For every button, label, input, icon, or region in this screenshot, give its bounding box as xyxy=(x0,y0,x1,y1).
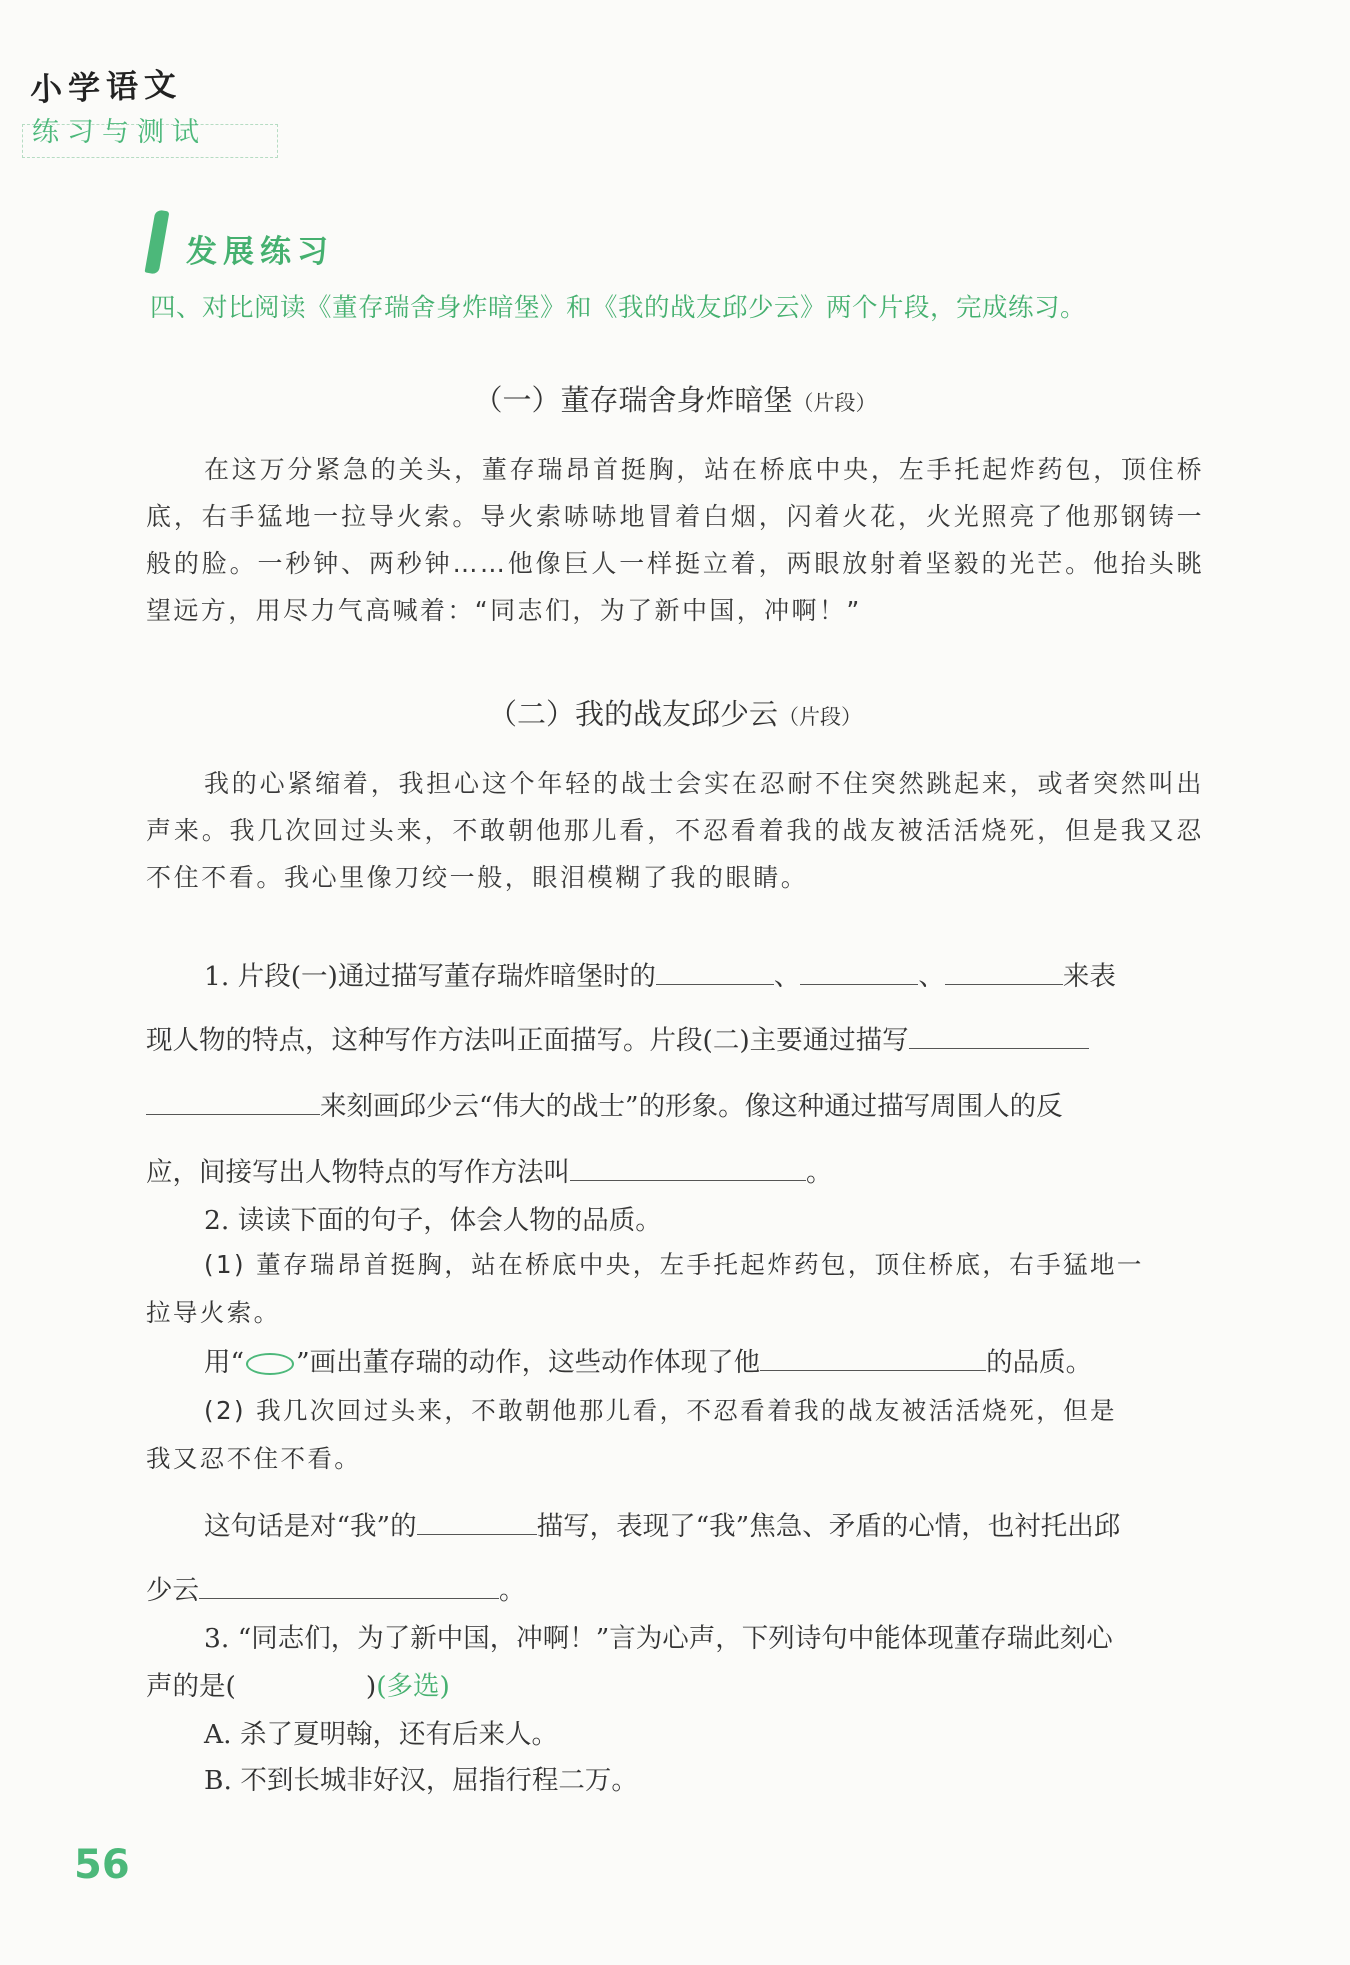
pen-icon xyxy=(145,209,170,274)
q2-task2-c: 少云 xyxy=(146,1575,199,1606)
q2-title: 2. 读读下面的句子，体会人物的品质。 xyxy=(204,1205,662,1236)
oval-mark-icon xyxy=(246,1353,294,1375)
q2-sentence2-line2: 我又忍不住不看。 xyxy=(146,1444,362,1473)
q2-blank-2[interactable] xyxy=(417,1508,537,1535)
q2-sentence1-line1: (1) 董存瑞昂首挺胸，站在桥底中央，左手托起炸药包，顶住桥底，右手猛地一 xyxy=(204,1250,1144,1279)
passage2-heading xyxy=(0,692,1350,733)
q1-text-line4: 应，间接写出人物特点的写作方法叫 xyxy=(146,1157,570,1188)
q1-blank-4b[interactable] xyxy=(146,1088,320,1115)
q1-line1 xyxy=(204,954,1116,993)
passage1-text: 在这万分紧急的关头，董存瑞昂首挺胸，站在桥底中央，左手托起炸药包，顶住桥底，右手猛地一拉导火索。导火索哧哧地冒着白烟，闪着火花，火光照亮了他那钢铸一般的脸。一秒钟、两秒钟……他像巨人一样挺立着，两眼放射着坚毅的光芒。他抬头眺望远方，用尽力气高喊着：“同志们，为了新中国，冲啊！” xyxy=(146,455,1204,625)
q2-task1-c: 的品质。 xyxy=(986,1347,1093,1378)
q2-task2-a: 这句话是对“我”的 xyxy=(204,1511,417,1542)
q2-sentence1-line2: 拉导火索。 xyxy=(146,1298,281,1327)
q2-sentence2-line1: (2) 我几次回过头来，不敢朝他那儿看，不忍看着我的战友被活活烧死，但是 xyxy=(204,1396,1117,1425)
q2-blank-1[interactable] xyxy=(760,1344,986,1371)
q3-paren-close: ) xyxy=(365,1671,377,1702)
q1-line3 xyxy=(146,1084,1063,1123)
q1-text-b: 来表 xyxy=(1062,961,1116,992)
q2-task1-a: 用“ xyxy=(204,1347,245,1378)
q1-blank-2[interactable] xyxy=(800,958,918,985)
q3-option-b: B. 不到长城非好汉，屈指行程二万。 xyxy=(204,1765,638,1796)
q2-task2-line2 xyxy=(146,1568,526,1607)
q2-task1-b: ”画出董存瑞的动作，这些动作体现了他 xyxy=(296,1347,761,1378)
q1-sep: 、 xyxy=(918,961,945,992)
q2-blank-3[interactable] xyxy=(199,1572,499,1599)
q1-blank-4a[interactable] xyxy=(909,1022,1089,1049)
q1-text-line2: 现人物的特点，这种写作方法叫正面描写。片段(二)主要通过描写 xyxy=(146,1025,909,1056)
q1-line2 xyxy=(146,1018,1089,1057)
q1-blank-3[interactable] xyxy=(945,958,1063,985)
q1-sep: 、 xyxy=(773,961,801,992)
q1-line4 xyxy=(146,1150,833,1189)
q3-option-a: A. 杀了夏明翰，还有后来人。 xyxy=(204,1719,558,1750)
passage1-title: （一）董存瑞舍身炸暗堡 xyxy=(473,383,793,417)
exercise-instruction: 四、对比阅读《董存瑞舍身炸暗堡》和《我的战友邱少云》两个片段，完成练习。 xyxy=(150,293,1087,323)
section-title: 发展练习 xyxy=(186,234,334,270)
q2-task2 xyxy=(204,1504,1120,1543)
passage2-text: 我的心紧缩着，我担心这个年轻的战士会实在忍耐不住突然跳起来，或者突然叫出声来。我几次回过头来，不敢朝他那儿看，不忍看着我的战友被活活烧死，但是我又忍不住不看。我心里像刀绞一般，眼泪模糊了我的眼睛。 xyxy=(146,769,1204,892)
q1-blank-5[interactable] xyxy=(570,1154,806,1181)
passage1-note: （片段） xyxy=(792,391,877,415)
book-subtitle: 练习与测试 xyxy=(32,117,207,148)
q3-line2 xyxy=(146,1664,450,1703)
page-number: 56 xyxy=(74,1842,130,1888)
q1-end: 。 xyxy=(806,1157,833,1188)
q3-line1: 3. “同志们，为了新中国，冲啊！”言为心声，下列诗句中能体现董存瑞此刻心 xyxy=(204,1623,1113,1654)
q1-text-line3: 来刻画邱少云“伟大的战士”的形象。像这种通过描写周围人的反 xyxy=(320,1091,1063,1122)
q2-task2-b: 描写，表现了“我”焦急、矛盾的心情，也衬托出邱 xyxy=(536,1511,1121,1542)
book-title: 小学语文 xyxy=(29,65,183,109)
passage1-heading xyxy=(0,378,1350,419)
q3-paren-open: 声的是( xyxy=(146,1671,236,1702)
q3-multi-note: (多选) xyxy=(376,1671,450,1702)
q2-task1 xyxy=(204,1340,1092,1379)
q2-task2-end: 。 xyxy=(499,1575,526,1606)
passage2-note: （片段） xyxy=(778,705,862,729)
passage2-title: （二）我的战友邱少云 xyxy=(487,697,778,731)
q1-text-a: 1. 片段(一)通过描写董存瑞炸暗堡时的 xyxy=(204,961,656,992)
q1-blank-1[interactable] xyxy=(656,958,774,985)
